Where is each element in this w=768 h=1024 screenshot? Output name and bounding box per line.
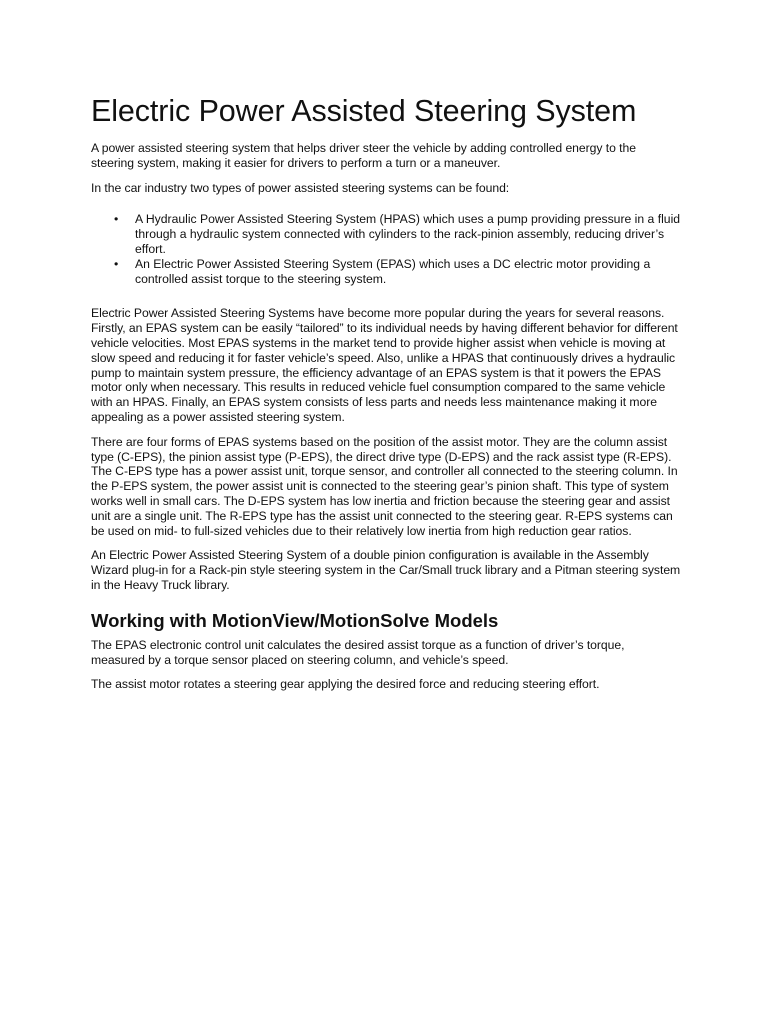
intro-paragraph: A power assisted steering system that helps driver steer the vehicle by adding controlled energy to the steering system, making it easier for drivers to perform a turn or a maneuver. — [91, 141, 636, 170]
steering-types-list — [91, 212, 681, 286]
epas-forms-paragraph: There are four forms of EPAS systems based on the position of the assist motor. They are the column assist type (C-EPS), the pinion assist type (P-EPS), the direct drive type (D-EPS) and the rack assist type (R-EPS). The C-EPS type has a power assist unit, torque sensor, and controller all connected to the steering column. In the P-EPS system, the power assist unit is connected to the steering gear’s pinion shaft. This type of system works well in small cars. The D-EPS system has low inertia and friction because the steering gear and assist unit are a single unit. The R-EPS type has the assist unit connected to the steering gear. R-EPS systems can be used on mid- to full-sized vehicles due to their relatively low inertia from high reduction gear ratios. — [91, 434, 678, 538]
assembly-wizard-paragraph: An Electric Power Assisted Steering System of a double pinion configuration is available in the Assembly Wizard plug-in for a Rack-pin style steering system in the Car/Small truck library and a Pitman steering system in the Heavy Truck library. — [91, 548, 681, 592]
bullet-marker: • — [114, 256, 119, 271]
ecu-paragraph: The EPAS electronic control unit calculates the desired assist torque as a function of driver’s torque, measured by a torque sensor placed on steering column, and vehicle’s speed. — [91, 637, 625, 667]
list-item-text: A Hydraulic Power Assisted Steering System (HPAS) which uses a pump providing pressure in a fluid through a hydraulic system connected with cylinders to the rack-pinion assembly, reducing driver’s effort. — [135, 212, 681, 256]
assist-motor-paragraph: The assist motor rotates a steering gear applying the desired force and reducing steering effort. — [91, 677, 600, 692]
list-item-text: An Electric Power Assisted Steering System (EPAS) which uses a DC electric motor providing a controlled assist torque to the steering system. — [135, 256, 651, 286]
types-intro-paragraph: In the car industry two types of power assisted steering systems can be found: — [91, 180, 510, 195]
document-page — [91, 90, 681, 702]
list-item-hpas — [91, 212, 681, 256]
section-heading: Working with MotionView/MotionSolve Models — [91, 609, 499, 631]
list-item-epas — [91, 257, 681, 287]
bullet-marker: • — [114, 212, 119, 227]
page-title: Electric Power Assisted Steering System — [91, 94, 637, 128]
epas-popularity-paragraph: Electric Power Assisted Steering Systems have become more popular during the years for several reasons. Firstly, an EPAS system can be easily “tailored” to its individual needs by having different behavior for different vehicle velocities. Most EPAS systems in the market tend to provide higher assist when vehicle is moving at slow speed and reducing it for faster vehicle’s speed. Also, unlike a HPAS that continuously drives a hydraulic pump to maintain system pressure, the efficiency advantage of an EPAS system is that it powers the EPAS motor only when necessary. This results in reduced vehicle fuel consumption compared to the same vehicle with an HPAS. Finally, an EPAS system consists of less parts and needs less maintenance making it more appealing as a power assisted steering system. — [91, 306, 678, 424]
